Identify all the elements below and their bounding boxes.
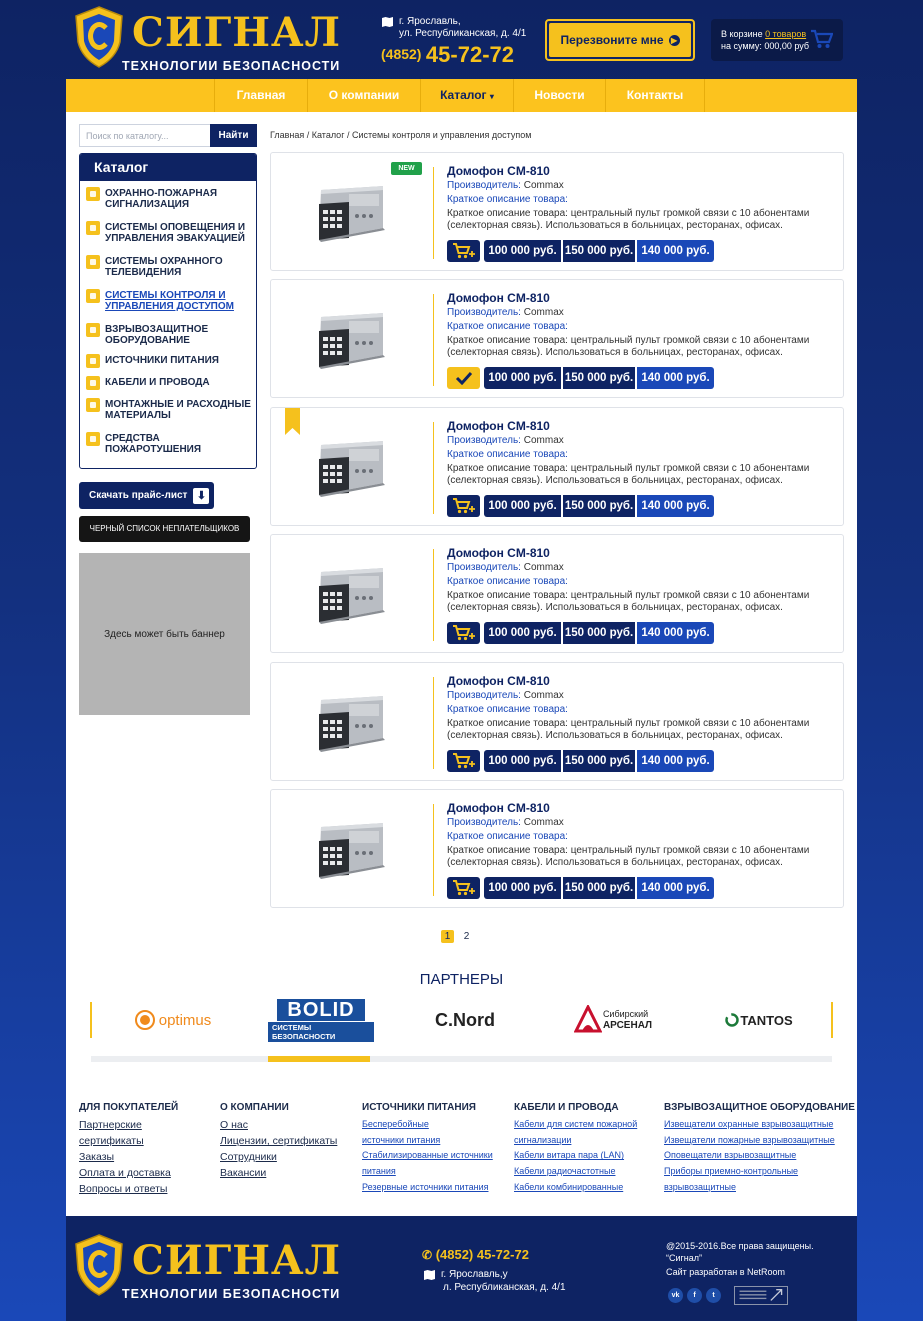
footer-link[interactable]: Оповещатели взрывозащитные <box>664 1150 797 1161</box>
social-links <box>668 1288 725 1303</box>
optimus-icon <box>135 1010 155 1030</box>
footer-col-power <box>362 1102 507 1196</box>
footer-link[interactable]: Вакансии <box>220 1167 267 1179</box>
desc-label: Краткое описание товара: <box>447 194 568 205</box>
catalog-item-label: ВЗРЫВОЗАЩИТНОЕ ОБОРУДОВАНИЕ <box>105 324 209 346</box>
address-line-1: г. Ярославль,у <box>441 1269 508 1280</box>
product-title[interactable]: Домофон CM-810 <box>447 801 550 815</box>
footer-link[interactable]: Заказы <box>79 1151 115 1163</box>
catalog-item-label: КАБЕЛИ И ПРОВОДА <box>105 377 210 388</box>
product-title[interactable]: Домофон CM-810 <box>447 291 550 306</box>
header-address <box>382 16 526 40</box>
footer-link[interactable]: питания <box>362 1166 396 1177</box>
cart-widget[interactable] <box>711 19 843 61</box>
partner-cnord[interactable]: C.Nord <box>435 1009 495 1030</box>
page-1[interactable]: 1 <box>441 930 454 943</box>
price-options <box>484 240 716 262</box>
extinguisher-icon <box>86 432 100 446</box>
card-divider <box>433 804 434 896</box>
footer-col-cables <box>514 1102 654 1196</box>
map-icon <box>382 17 393 27</box>
footer-col-company <box>220 1102 355 1181</box>
copyright-line-2: “Сигнал” <box>666 1252 703 1263</box>
cart-plus-icon <box>453 498 475 514</box>
cart-sum: на сумму: 000,00 руб <box>721 41 810 51</box>
price-option[interactable]: 150 000 руб. <box>563 367 635 389</box>
phone-code: (4852) <box>381 46 422 62</box>
product-title[interactable]: Домофон CM-810 <box>447 164 550 178</box>
page-2[interactable]: 2 <box>463 931 470 942</box>
intercom-image[interactable] <box>313 821 387 879</box>
catalog-item-label: СРЕДСТВА ПОЖАРОТУШЕНИЯ <box>105 433 202 455</box>
partner-tantos[interactable]: TANTOS <box>716 1002 802 1038</box>
footer-link[interactable]: Стабилизированные источники <box>362 1150 493 1161</box>
catalog-item[interactable] <box>86 399 252 421</box>
price-options <box>484 877 716 899</box>
site-header <box>66 0 857 79</box>
price-option[interactable]: 100 000 руб. <box>484 240 561 262</box>
price-option[interactable]: 150 000 руб. <box>563 622 635 644</box>
address-line-1: г. Ярославль, <box>399 16 461 27</box>
price-option[interactable]: 150 000 руб. <box>563 877 635 899</box>
cart-plus-icon <box>453 625 475 641</box>
bookmark-icon[interactable] <box>285 408 300 435</box>
footer-link[interactable]: Приборы приемно-контрольные <box>664 1166 799 1177</box>
chevron-down-icon: ▾ <box>489 92 494 101</box>
logo-tagline: ТЕХНОЛОГИИ БЕЗОПАСНОСТИ <box>122 1287 341 1301</box>
partner-arsenal[interactable]: Сибирский АРСЕНАЛ <box>570 1002 656 1038</box>
card-divider <box>433 167 434 259</box>
key-icon <box>86 289 100 303</box>
in-cart-button[interactable] <box>447 367 480 389</box>
price-options <box>484 495 716 517</box>
footer-logo[interactable] <box>74 1234 341 1304</box>
price-option[interactable]: 100 000 руб. <box>484 622 561 644</box>
add-to-cart-button[interactable] <box>447 495 480 517</box>
nav-news[interactable]: Новости <box>514 79 606 112</box>
desc-label: Краткое описание товара: <box>447 321 568 333</box>
catalog-search <box>79 124 257 147</box>
footer-col-title: ДЛЯ ПОКУПАТЕЛЕЙ <box>79 1102 179 1113</box>
check-icon <box>455 371 473 385</box>
phone-icon: ✆ <box>422 1248 433 1262</box>
cable-icon <box>86 376 100 390</box>
site-footer <box>66 1216 857 1321</box>
product-manufacturer: Производитель: Commax <box>447 562 564 574</box>
product-title[interactable]: Домофон CM-810 <box>447 418 550 433</box>
arsenal-icon <box>574 1005 602 1035</box>
add-to-cart-button[interactable] <box>447 877 480 899</box>
intercom-image[interactable] <box>313 566 387 624</box>
catalog-item[interactable] <box>86 355 252 368</box>
scroll-thumb[interactable] <box>268 1056 370 1062</box>
logo-word: СИГНАЛ <box>132 9 341 56</box>
price-option[interactable]: 140 000 руб. <box>637 750 714 772</box>
catalog-item[interactable] <box>86 377 252 390</box>
nav-catalog[interactable]: Каталог ▾ <box>421 79 514 112</box>
header-phone[interactable] <box>381 42 514 68</box>
price-option[interactable]: 150 000 руб. <box>563 750 635 772</box>
search-input[interactable] <box>80 125 211 146</box>
footer-link[interactable]: О нас <box>220 1119 248 1131</box>
product-card <box>270 534 844 653</box>
catalog-item[interactable] <box>86 256 252 278</box>
intercom-image[interactable] <box>313 694 387 752</box>
logo-word: СИГНАЛ <box>132 1237 341 1284</box>
price-option[interactable]: 140 000 руб. <box>637 495 714 517</box>
footer-col-title: КАБЕЛИ И ПРОВОДА <box>514 1102 619 1113</box>
add-to-cart-button[interactable] <box>447 750 480 772</box>
catalog-item-label: СИСТЕМЫ КОНТРОЛЯ И УПРАВЛЕНИЯ ДОСТУПОМ <box>105 290 234 312</box>
logo-tagline: ТЕХНОЛОГИИ БЕЗОПАСНОСТИ <box>122 59 341 73</box>
desc-label: Краткое описание товара: <box>447 703 568 715</box>
pagination <box>441 930 479 943</box>
partners-scrollbar[interactable] <box>91 1056 832 1062</box>
footer-link[interactable]: Оплата и доставка <box>79 1167 171 1179</box>
catalog-item-label: МОНТАЖНЫЕ И РАСХОДНЫЕ МАТЕРИАЛЫ <box>105 399 251 421</box>
footer-link[interactable]: Сотрудники <box>220 1151 277 1163</box>
footer-link[interactable]: Извещатели охранные взрывозащитные <box>664 1119 834 1129</box>
address-line-2: ул. Республиканская, д. 4/1 <box>399 28 527 39</box>
search-button[interactable]: Найти <box>210 124 257 147</box>
intercom-image[interactable] <box>313 184 387 242</box>
partner-optimus[interactable]: optimus <box>128 1002 218 1038</box>
alarm-icon <box>86 187 100 201</box>
download-icon: ⬇ <box>193 488 209 504</box>
main-content <box>66 112 857 1216</box>
footer-link[interactable]: Кабели витара пара (LAN) <box>514 1150 625 1161</box>
add-to-cart-button[interactable] <box>447 622 480 644</box>
card-divider <box>433 677 434 769</box>
tools-icon <box>86 398 100 412</box>
breadcrumb[interactable]: Главная / Каталог / Системы контроля и управления доступом <box>270 130 532 140</box>
megaphone-icon <box>86 221 100 235</box>
product-description: Краткое описание товара: центральный пульт громкой связи с 10 абонентами (селекторная связь). Использоваться в больницах, ресторанах, офисах. <box>447 845 810 868</box>
product-description: Краткое описание товара: центральный пульт громкой связи с 10 абонентами (селекторная связь). Использоваться в больницах, ресторанах, офисах. <box>447 208 810 231</box>
price-option[interactable]: 150 000 руб. <box>563 240 635 262</box>
phone-number: 45-72-72 <box>476 1247 529 1262</box>
intercom-image[interactable] <box>313 311 387 369</box>
phone-code: (4852) <box>435 1247 474 1262</box>
footer-col-explosion <box>664 1102 855 1196</box>
address-line-2: л. Республиканская, д. 4/1 <box>443 1282 566 1293</box>
intercom-image[interactable] <box>313 439 387 497</box>
footer-link[interactable]: взрывозащитные <box>664 1181 736 1192</box>
desc-label: Краткое описание товара: <box>447 576 568 588</box>
catalog-item-label: СИСТЕМЫ ОХРАННОГО ТЕЛЕВИДЕНИЯ <box>105 256 223 278</box>
callback-button[interactable] <box>545 19 695 61</box>
arrow-right-icon: ▶ <box>669 35 680 46</box>
shield-icon <box>86 323 100 337</box>
blacklist-button[interactable]: ЧЕРНЫЙ СПИСОК НЕПЛАТЕЛЬЩИКОВ <box>79 516 250 542</box>
catalog-title: Каталог <box>80 154 256 181</box>
footer-col-title: ИСТОЧНИКИ ПИТАНИЯ <box>362 1102 476 1113</box>
add-to-cart-button[interactable] <box>447 240 480 262</box>
cart-plus-icon <box>453 243 475 259</box>
product-description: Краткое описание товара: центральный пульт громкой связи с 10 абонентами (селекторная связь). Использоваться в больницах, ресторанах, офисах. <box>447 335 810 359</box>
tantos-icon <box>725 1013 739 1027</box>
product-manufacturer: Производитель: Commax <box>447 307 564 319</box>
footer-link[interactable]: Извещатели пожарные взрывозащитные <box>664 1134 835 1145</box>
battery-icon <box>86 354 100 368</box>
product-manufacturer: Производитель: Commax <box>447 817 564 828</box>
footer-col-buyers <box>79 1102 209 1197</box>
price-option[interactable]: 100 000 руб. <box>484 495 561 517</box>
cart-plus-icon <box>453 753 475 769</box>
price-option[interactable]: 140 000 руб. <box>637 367 714 389</box>
catalog-item[interactable] <box>86 290 252 312</box>
product-title[interactable]: Домофон CM-810 <box>447 546 550 561</box>
partner-bolid[interactable]: BOLID СИСТЕМЫ БЕЗОПАСНОСТИ <box>268 1002 374 1038</box>
nav-about[interactable]: О компании <box>308 79 421 112</box>
product-card <box>270 279 844 398</box>
vk-icon[interactable]: vk <box>668 1288 683 1303</box>
nav-home[interactable]: Главная <box>215 79 308 112</box>
shield-logo-icon <box>74 1234 124 1296</box>
catalog-menu <box>79 153 257 469</box>
price-option[interactable]: 150 000 руб. <box>563 495 635 517</box>
footer-link[interactable]: источники питания <box>362 1134 441 1145</box>
price-options <box>484 367 716 389</box>
product-card <box>270 407 844 526</box>
footer-col-title: О КОМПАНИИ <box>220 1102 289 1113</box>
price-options <box>484 750 716 772</box>
footer-link[interactable]: Вопросы и ответы <box>79 1183 168 1195</box>
download-price-button[interactable] <box>79 482 214 509</box>
product-manufacturer: Производитель: Commax <box>447 434 564 446</box>
price-option[interactable]: 100 000 руб. <box>484 750 561 772</box>
footer-phone[interactable] <box>422 1247 529 1262</box>
new-badge: NEW <box>391 162 422 175</box>
product-manufacturer: Производитель: Commax <box>447 689 564 701</box>
footer-address <box>424 1268 566 1294</box>
product-card <box>270 789 844 908</box>
catalog-item[interactable] <box>86 433 252 455</box>
developer-credit[interactable]: Сайт разработан в NetRoom <box>666 1267 786 1277</box>
product-card <box>270 152 844 271</box>
main-nav <box>66 79 857 112</box>
netroom-logo-icon[interactable] <box>734 1286 788 1305</box>
partners-title: ПАРТНЕРЫ <box>419 971 504 988</box>
card-divider <box>433 422 434 514</box>
cart-count-link[interactable]: 0 товаров <box>765 29 807 39</box>
footer-link[interactable]: Лицензии, сертификаты <box>220 1135 338 1147</box>
price-option[interactable]: 100 000 руб. <box>484 877 561 899</box>
product-description: Краткое описание товара: центральный пульт громкой связи с 10 абонентами (селекторная связь). Использоваться в больницах, ресторанах, офисах. <box>447 590 810 614</box>
partners-carousel <box>90 998 833 1041</box>
cart-icon <box>811 29 833 49</box>
product-card <box>270 662 844 781</box>
catalog-item[interactable] <box>86 324 252 346</box>
price-option[interactable]: 140 000 руб. <box>637 622 714 644</box>
catalog-item[interactable] <box>86 188 252 210</box>
footer-link[interactable]: сигнализации <box>514 1134 572 1145</box>
ad-banner[interactable]: Здесь может быть баннер <box>79 553 250 715</box>
site-logo[interactable] <box>74 6 341 76</box>
footer-col-title: ВЗРЫВОЗАЩИТНОЕ ОБОРУДОВАНИЕ <box>664 1102 855 1113</box>
desc-label: Краткое описание товара: <box>447 831 568 842</box>
footer-link[interactable]: Бесперебойные <box>362 1119 429 1129</box>
product-manufacturer: Производитель: Commax <box>447 180 564 191</box>
card-divider <box>433 549 434 641</box>
camera-icon <box>86 255 100 269</box>
map-icon <box>424 1270 435 1280</box>
copyright-line-1: @2015-2016.Все права защищены. <box>666 1241 814 1251</box>
product-description: Краткое описание товара: центральный пульт громкой связи с 10 абонентами (селекторная связь). Использоваться в больницах, ресторанах, офисах. <box>447 462 810 486</box>
price-option[interactable]: 100 000 руб. <box>484 367 561 389</box>
product-title[interactable]: Домофон CM-810 <box>447 673 550 688</box>
callback-label: Перезвоните мне <box>560 33 664 47</box>
footer-link[interactable]: сертификаты <box>79 1135 144 1147</box>
twitter-icon[interactable]: t <box>706 1288 721 1303</box>
footer-copyright <box>666 1241 826 1279</box>
catalog-item-label: СИСТЕМЫ ОПОВЕЩЕНИЯ И УПРАВЛЕНИЯ ЭВАКУАЦИЕЙ <box>105 222 246 244</box>
catalog-item-label: ОХРАННО-ПОЖАРНАЯ СИГНАЛИЗАЦИЯ <box>105 188 218 210</box>
desc-label: Краткое описание товара: <box>447 448 568 460</box>
footer-link[interactable]: Резервные источники питания <box>362 1181 489 1192</box>
cart-prefix: В корзине <box>721 29 763 39</box>
shield-logo-icon <box>74 6 124 68</box>
price-button-label: Скачать прайс-лист <box>89 490 188 501</box>
price-option[interactable]: 140 000 руб. <box>637 877 714 899</box>
product-description: Краткое описание товара: центральный пульт громкой связи с 10 абонентами (селекторная связь). Использоваться в больницах, ресторанах, офисах. <box>447 717 810 741</box>
footer-link[interactable]: Кабели комбинированные <box>514 1181 624 1192</box>
catalog-item[interactable] <box>86 222 252 244</box>
nav-contacts[interactable]: Контакты <box>606 79 705 112</box>
footer-link[interactable]: Кабели для систем пожарной <box>514 1119 638 1129</box>
phone-number: 45-72-72 <box>425 42 514 67</box>
price-option[interactable]: 140 000 руб. <box>637 240 714 262</box>
facebook-icon[interactable]: f <box>687 1288 702 1303</box>
cart-plus-icon <box>453 880 475 896</box>
footer-link[interactable]: Кабели радиочастотные <box>514 1166 616 1177</box>
catalog-item-label: ИСТОЧНИКИ ПИТАНИЯ <box>105 355 219 366</box>
card-divider <box>433 294 434 386</box>
price-options <box>484 622 716 644</box>
footer-link[interactable]: Партнерские <box>79 1119 142 1131</box>
